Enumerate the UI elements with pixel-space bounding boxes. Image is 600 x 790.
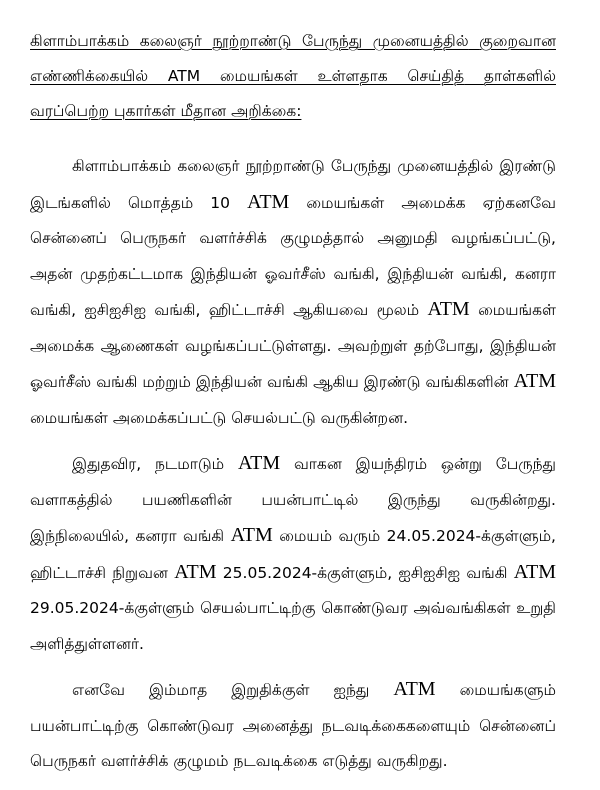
atm-term: ATM: [427, 298, 470, 320]
atm-term: ATM: [513, 560, 557, 583]
heading-line-1: கிளாம்பாக்கம் கலைஞர் நூற்றாண்டு பேருந்து முனையத்தில்: [30, 32, 469, 50]
paragraph-atm-approvals: [30, 149, 556, 436]
text-run: வாகன இயந்திரம் ஒன்று பேருந்து வளாகத்தில் பயணிகளின் பயன்பாட்டில் இருந்து வருகின்றது. இந்நிலையில், கனரா வங்கி: [30, 455, 556, 545]
text-run: மையம் வரும் 24.05.2024-க்குள்ளும், ஹிட்டாச்சி நிறுவன: [30, 527, 556, 582]
atm-term: ATM: [230, 524, 273, 546]
atm-term: ATM: [247, 190, 290, 213]
text-run: மையங்களும் பயன்பாட்டிற்கு கொண்டுவர அனைத்து நடவடிக்கைகளையும் சென்னைப் பெருநகர் வளர்ச்சிக் குழுமம் நடவடிக்கை எடுத்து வருகிறது.: [30, 681, 556, 770]
atm-term: ATM: [513, 370, 556, 392]
atm-term: ATM: [237, 452, 281, 474]
text-run: மையங்கள் அமைக்க ஆணைகள் வழங்கப்பட்டுள்ளது. அவற்றுள் தற்போது, இந்தியன் ஓவர்சீஸ் வங்கி மற்றும் இந்தியன் வங்கி ஆகிய இரண்டு வங்கிகளின்: [30, 301, 556, 391]
text-run: மையங்கள் அமைக்கப்பட்டு செயல்பட்டு வருகின்றன.: [30, 408, 409, 427]
document-page: [30, 24, 556, 790]
atm-term: ATM: [174, 560, 217, 583]
report-heading: [30, 24, 556, 129]
text-run: மையங்கள் அமைக்க ஏற்கனவே சென்னைப் பெருநகர் வளர்ச்சிக் குழுமத்தால் அனுமதி வழங்கப்பட்டு, அதன் முதற்கட்டமாக இந்தியன் ஓவர்சீஸ் வங்கி, இந்தியன் வங்கி, கனரா வங்கி, ஐசிஐசிஐ வங்கி, ஹிட்டாச்சி ஆகியவை மூலம்: [30, 193, 556, 319]
paragraph-mobile-atm-schedule: [30, 446, 556, 662]
paragraph-conclusion: [30, 672, 556, 780]
heading-line-2: குறைவான எண்ணிக்கையில் ATM மையங்கள் உள்ளதாக செய்தித்: [30, 32, 556, 85]
text-run: கிளாம்பாக்கம் கலைஞர் நூற்றாண்டு பேருந்து முனையத்தில் இரண்டு இடங்களில் மொத்தம் 10: [30, 157, 556, 212]
text-run: 29.05.2024-க்குள்ளும் செயல்பாட்டிற்கு கொண்டுவர அவ்வங்கிகள் உறுதி அளித்துள்ளனர்.: [30, 599, 556, 653]
text-run: இதுதவிர, நடமாடும்: [72, 455, 238, 473]
atm-term: ATM: [393, 678, 436, 700]
text-run: எனவே இம்மாத இறுதிக்குள் ஐந்து: [72, 681, 394, 699]
text-run: 25.05.2024-க்குள்ளும், ஐசிஐசிஐ வங்கி: [216, 563, 514, 582]
heading-line-3: தாள்களில் வரப்பெற்ற புகார்கள் மீதான அறிக்கை:: [30, 67, 556, 120]
